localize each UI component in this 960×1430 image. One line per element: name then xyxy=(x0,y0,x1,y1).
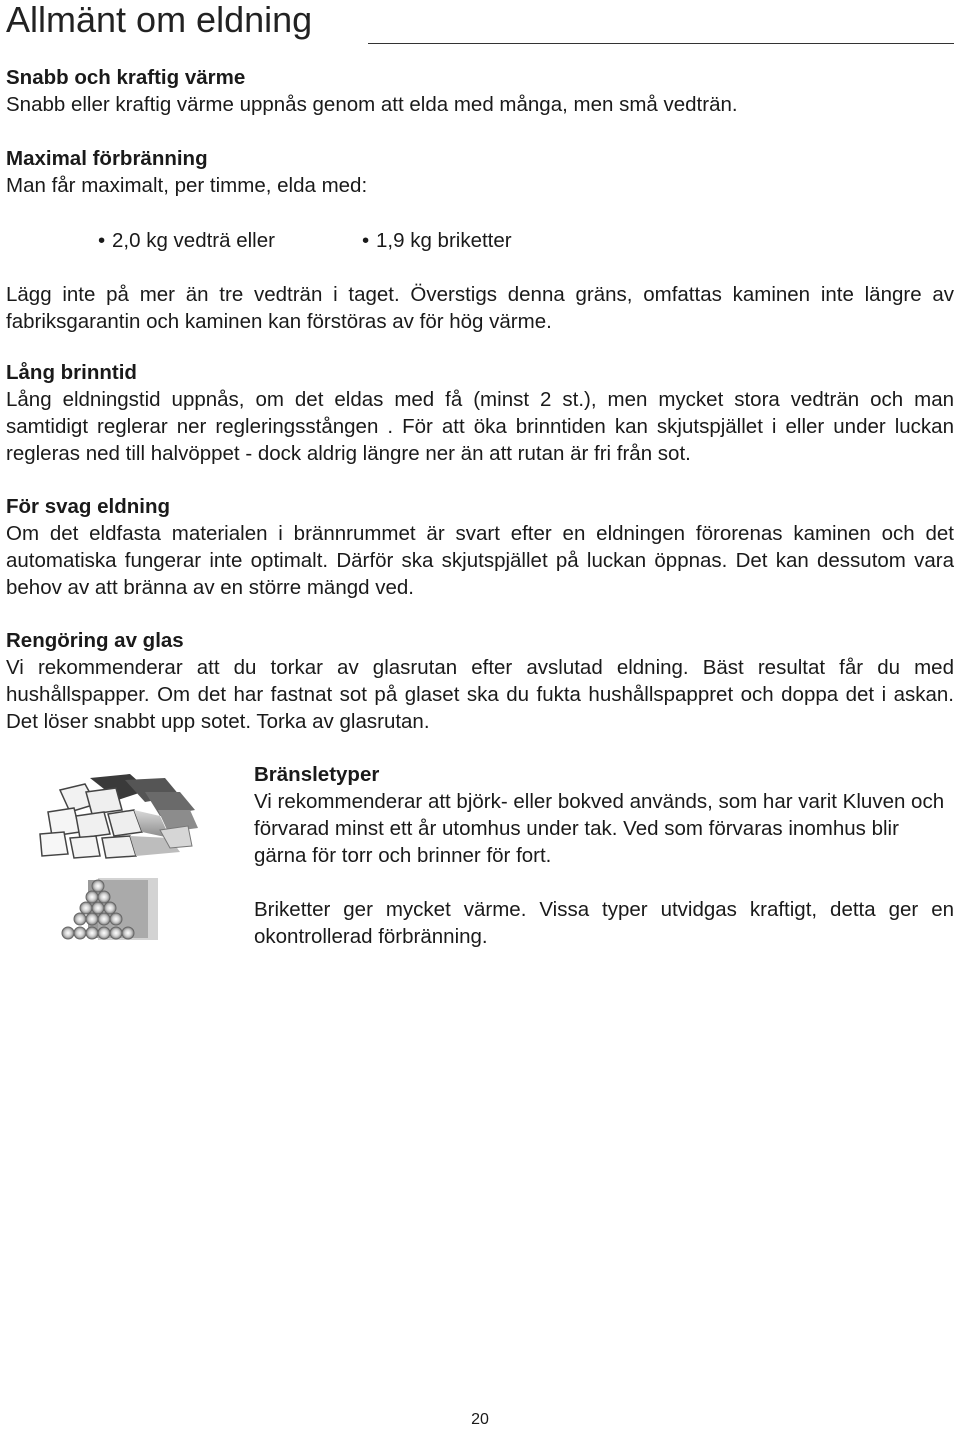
text-bransle-briketter: Briketter ger mycket värme. Vissa typer utvidgas kraftigt, detta ger en okontrollerad förbränning. xyxy=(254,898,954,948)
heading-snabb: Snabb och kraftig värme xyxy=(6,66,246,89)
text-lang: Lång eldningstid uppnås, om det eldas med få (minst 2 st.), men mycket stora vedträn och man samtidigt reglerar ner regleringsstången . För att öka brinntiden kan skjutspjället i eller under luckan regleras ned till halvöppet - dock aldrig längre ner än att rutan är fri från sot. xyxy=(6,388,954,465)
section-maximal xyxy=(6,145,954,199)
page-number: 20 xyxy=(471,1411,489,1428)
section-snabb xyxy=(6,64,954,118)
heading-maximal: Maximal förbränning xyxy=(6,147,208,170)
title-rule xyxy=(368,43,954,44)
bullet-icon: • xyxy=(98,229,106,252)
firewood-icon xyxy=(30,770,200,860)
text-snabb: Snabb eller kraftig värme uppnås genom att elda med många, men små vedträn. xyxy=(6,93,738,116)
text-warning: Lägg inte på mer än tre vedträn i taget. Överstigs denna gräns, omfattas kaminen inte längre av fabriksgarantin och kaminen kan förstöras av för hög värme. xyxy=(6,283,954,333)
bullet-text: 1,9 kg briketter xyxy=(376,229,512,252)
bullet-text: 2,0 kg vedträ eller xyxy=(112,229,275,252)
text-svag: Om det eldfasta materialen i brännrummet är svart efter en eldningen förorenas kaminen och det automatiska fungerar inte optimalt. Därför ska skjutspjället på luckan öppnas. Det kan dessutom vara behov av att bränna av en större mängd ved. xyxy=(6,522,954,599)
section-briketter xyxy=(254,896,954,950)
section-rengoring xyxy=(6,627,954,735)
page-title: Allmänt om eldning xyxy=(6,0,313,40)
heading-rengoring: Rengöring av glas xyxy=(6,629,184,652)
text-bransle-ved: Vi rekommenderar att björk- eller bokved används, som har varit Kluven och förvarad minst ett år utomhus under tak. Ved som förvaras inomhus blir gärna för torr och brinner för fort. xyxy=(254,790,945,867)
section-svag xyxy=(6,493,954,601)
section-lang xyxy=(6,359,954,467)
heading-svag: För svag eldning xyxy=(6,495,171,518)
list-item xyxy=(98,227,275,254)
heading-bransle: Bränsletyper xyxy=(254,763,380,786)
heading-lang: Lång brinntid xyxy=(6,361,137,384)
list-item xyxy=(362,227,512,254)
section-bransle xyxy=(254,761,954,869)
text-maximal: Man får maximalt, per timme, elda med: xyxy=(6,174,368,197)
briquettes-icon xyxy=(58,878,162,944)
text-rengoring: Vi rekommenderar att du torkar av glasrutan efter avslutad eldning. Bäst resultat får du med hushållspapper. Om det har fastnat sot på glaset ska du fukta hushållspappret och doppa det i askan. Det löser snabbt upp sotet. Torka av glasrutan. xyxy=(6,656,954,733)
page-header xyxy=(6,0,954,46)
bullet-icon: • xyxy=(362,229,370,252)
section-warning xyxy=(6,281,954,335)
bullet-list xyxy=(0,227,960,254)
